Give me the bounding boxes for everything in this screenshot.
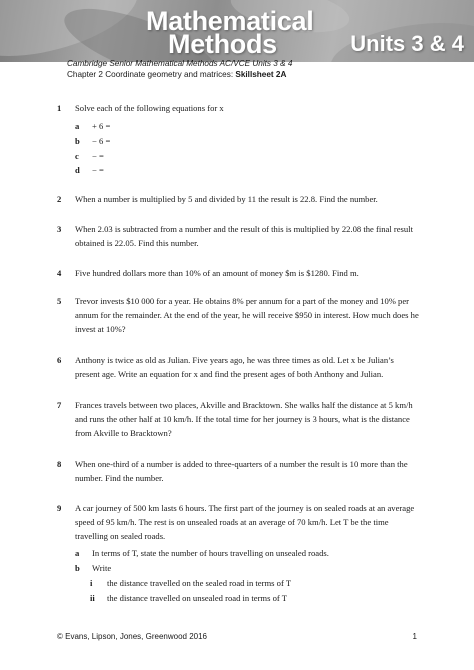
part-text: − =	[92, 165, 104, 175]
subpart-label: i	[90, 578, 93, 588]
question-number: 1	[57, 103, 62, 113]
question-number: 2	[57, 194, 62, 204]
question-text: Five hundred dollars more than 10% of an amount of money $m is $1280. Find m.	[75, 268, 359, 278]
page-footer	[57, 632, 417, 641]
question-number: 9	[57, 503, 62, 513]
part-label: a	[75, 121, 80, 131]
page-number: 1	[412, 632, 417, 641]
question-text: When 2.03 is subtracted from a number and the result of this is multiplied by 22.08 the final result obtained is 22.05. Find this number.	[75, 224, 413, 248]
subpart-text: the distance travelled on the sealed road in terms of T	[107, 578, 292, 588]
question-number: 5	[57, 296, 62, 306]
banner-units: Units 3 & 4	[350, 31, 464, 56]
question-number: 4	[57, 268, 62, 278]
part-text: In terms of T, state the number of hours travelling on unsealed roads.	[92, 548, 329, 558]
chapter-prefix: Chapter 2 Coordinate geometry and matrices:	[67, 70, 236, 79]
part-text: + 6 =	[92, 121, 111, 131]
part-label: b	[75, 136, 80, 146]
question-text: When one-third of a number is added to three-quarters of a number the result is 10 more than the number. Find the number.	[75, 459, 408, 483]
skillsheet-label: Skillsheet 2A	[235, 70, 287, 79]
part-label: d	[75, 165, 80, 175]
part-label: c	[75, 151, 79, 161]
subpart-text: the distance travelled on unsealed road in terms of T	[107, 593, 288, 603]
part-text: Write	[92, 563, 112, 573]
question-number: 6	[57, 355, 62, 365]
question-text: Anthony is twice as old as Julian. Five years ago, he was three times as old. Let x be Julian’s present age. Write an equation for x and find the present ages of both Anthony and Julian.	[75, 355, 394, 379]
question-text: When a number is multiplied by 5 and divided by 11 the result is 22.8. Find the number.	[75, 194, 378, 204]
subpart-label: ii	[90, 593, 95, 603]
question-text: Solve each of the following equations for x	[75, 103, 224, 113]
book-title: Cambridge Senior Mathematical Methods AC/VCE Units 3 & 4	[67, 59, 293, 68]
part-label: b	[75, 563, 80, 573]
chapter-title	[67, 69, 292, 80]
banner-title-line1: Mathematical	[146, 6, 314, 36]
part-label: a	[75, 548, 80, 558]
question-text: Frances travels between two places, Akville and Bracktown. She walks half the distance at 5 km/h and runs the other half at 10 km/h. If the total time for her journey is 3 hours, what is the distance from Akville to Bracktown?	[75, 400, 413, 438]
question-text: Trevor invests $10 000 for a year. He obtains 8% per annum for a part of the money and 10% per annum for the remainder. At the end of the year, he will receive $950 in interest. How much does he invest at 10%?	[75, 296, 419, 334]
question-text: A car journey of 500 km lasts 6 hours. The first part of the journey is on sealed roads at an average speed of 95 km/h. The rest is on unsealed roads at an average of 70 km/h. Let T be the time travelling on sealed roads.	[75, 503, 415, 541]
title-banner	[0, 0, 474, 62]
question-number: 8	[57, 459, 62, 469]
banner-title-line2: Methods	[168, 29, 277, 59]
part-text: − 6 =	[92, 136, 111, 146]
copyright-text: © Evans, Lipson, Jones, Greenwood 2016	[57, 632, 207, 641]
document-header	[67, 58, 292, 80]
question-number: 7	[57, 400, 62, 410]
question-number: 3	[57, 224, 62, 234]
part-text: − =	[92, 151, 104, 161]
